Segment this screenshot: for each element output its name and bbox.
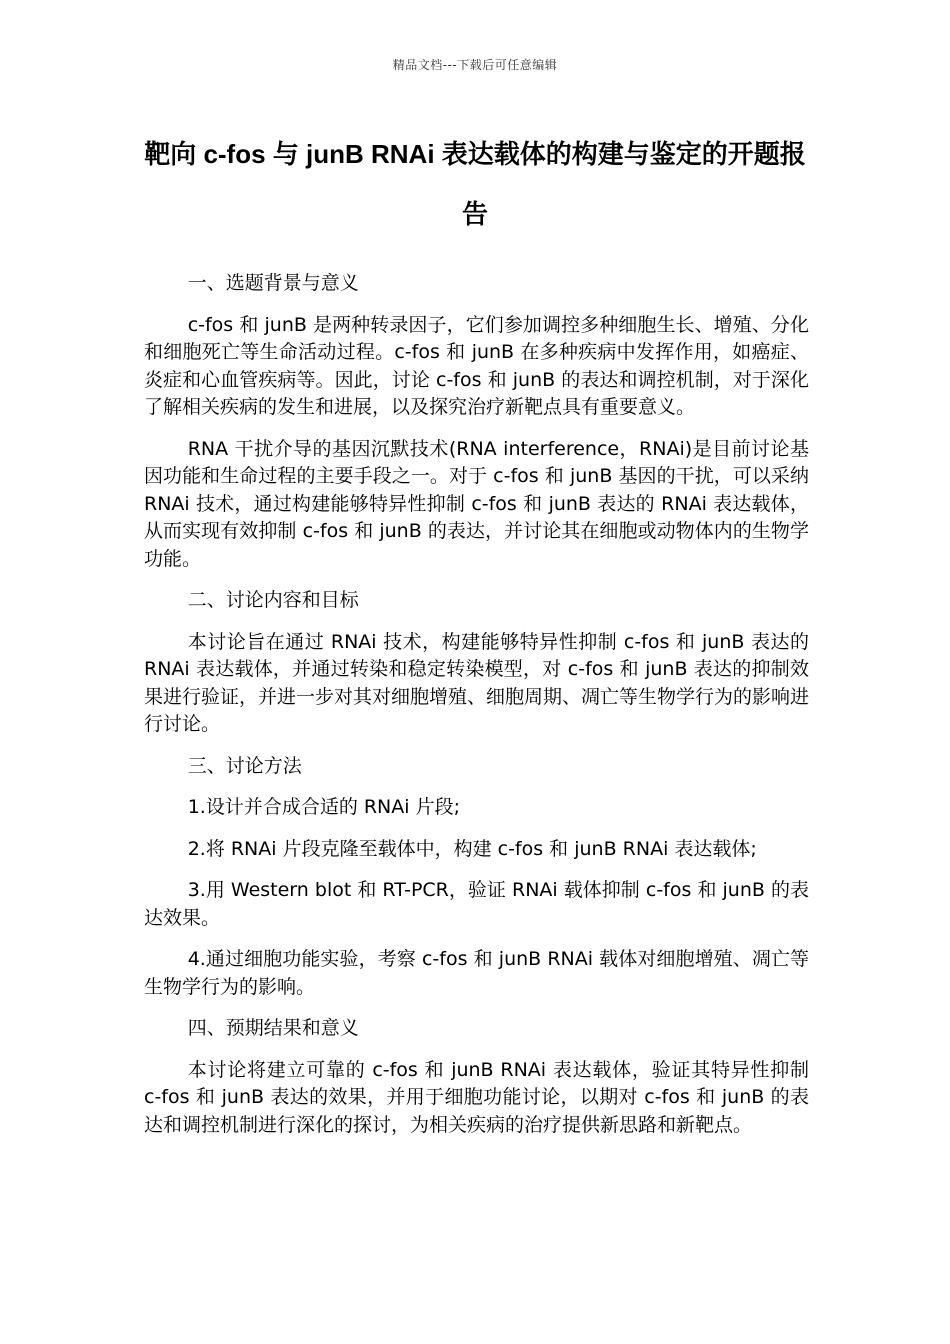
paragraph: RNA 干扰介导的基因沉默技术(RNA interference，RNAi)是目前讨论基因功能和生命过程的主要手段之一。对于 c-fos 和 junB 基因的干扰，可以采纳 RNAi 技术，通过构建能够特异性抑制 c-fos 和 junB 表达的 RNAi 表达载体，从而实现有效抑制 c-fos 和 junB 的表达，并讨论其在细胞或动物体内的生物学功能。 (144, 437, 809, 570)
section-heading: 四、预期结果和意义 (187, 1017, 359, 1039)
list-item: 4.通过细胞功能实验，考察 c-fos 和 junB RNAi 载体对细胞增殖、凋亡等生物学行为的影响。 (144, 948, 809, 998)
section-heading: 一、选题背景与意义 (187, 272, 359, 294)
list-item: 3.用 Western blot 和 RT-PCR，验证 RNAi 载体抑制 c-fos 和 junB 的表达效果。 (144, 879, 809, 929)
list-item: 1.设计并合成合适的 RNAi 片段; (187, 796, 460, 818)
section-heading: 三、讨论方法 (187, 754, 302, 777)
paragraph: 本讨论将建立可靠的 c-fos 和 junB RNAi 表达载体，验证其特异性抑制 c-fos 和 junB 表达的效果，并用于细胞功能讨论，以期对 c-fos 和 junB 的表达和调控机制进行深化的探讨，为相关疾病的治疗提供新思路和新靶点。 (144, 1058, 809, 1136)
section-heading: 二、讨论内容和目标 (187, 589, 359, 611)
header-note: 精品文档---下载后可任意编辑 (392, 58, 558, 72)
document-body (144, 270, 809, 1153)
paragraph: 本讨论旨在通过 RNAi 技术，构建能够特异性抑制 c-fos 和 junB 表达的 RNAi 表达载体，并通过转染和稳定转染模型，对 c-fos 和 junB 表达的抑制效果进行验证，并进一步对其对细胞增殖、细胞周期、凋亡等生物学行为的影响进行讨论。 (144, 630, 810, 735)
document-title: 靶向 c-fos 与 junB RNAi 表达载体的构建与鉴定的开题报告 (144, 139, 806, 229)
paragraph: c-fos 和 junB 是两种转录因子，它们参加调控多种细胞生长、增殖、分化和细胞死亡等生命活动过程。c-fos 和 junB 在多种疾病中发挥作用，如癌症、炎症和心血管疾病等。因此，讨论 c-fos 和 junB 的表达和调控机制，对于深化了解相关疾病的发生和进展，以及探究治疗新靶点具有重要意义。 (144, 313, 809, 418)
list-item: 2.将 RNAi 片段克隆至载体中，构建 c-fos 和 junB RNAi 表达载体; (187, 837, 757, 860)
